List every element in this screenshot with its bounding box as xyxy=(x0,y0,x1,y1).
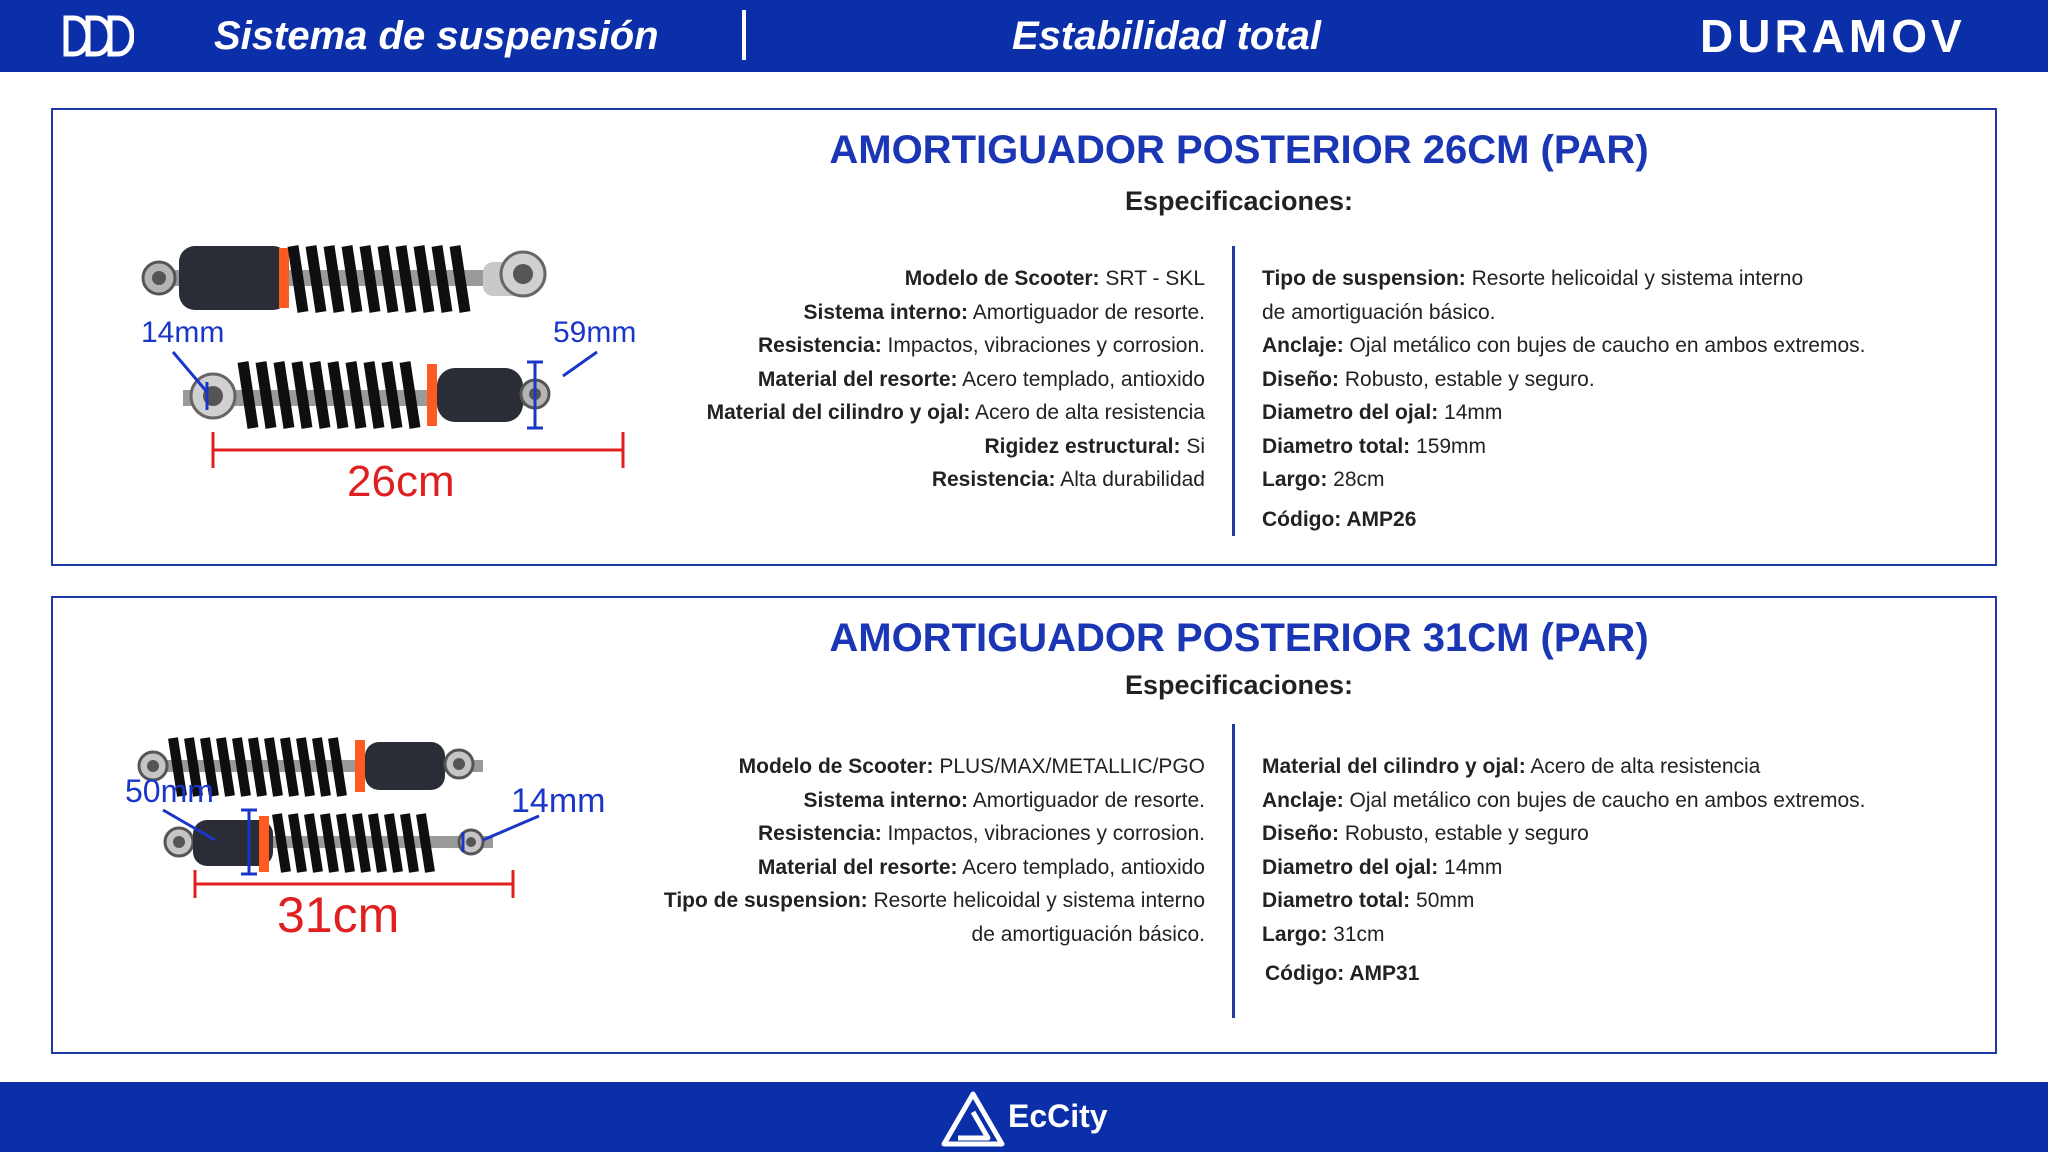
spec-value: Robusto, estable y seguro. xyxy=(1339,367,1595,391)
spec-list-right xyxy=(1262,750,1865,991)
length-label: 31cm xyxy=(277,887,400,943)
spec-value: Amortiguador de resorte. xyxy=(968,300,1205,324)
spec-key: Anclaje: xyxy=(1262,334,1344,357)
spec-value: 50mm xyxy=(1410,889,1475,912)
header-title: Sistema de suspensión xyxy=(214,14,659,58)
shock-absorber-top xyxy=(143,246,545,312)
spec-value: 14mm xyxy=(1438,855,1503,879)
spec-key: Anclaje: xyxy=(1262,788,1344,812)
length-label: 26cm xyxy=(347,457,455,506)
spec-row xyxy=(707,463,1205,497)
spec-row xyxy=(1262,851,1865,885)
spec-key: Material del resorte: xyxy=(757,855,958,879)
spec-value: Resorte helicoidal y sistema interno xyxy=(1465,267,1804,290)
spec-row xyxy=(1262,884,1865,918)
spec-key: Diseño: xyxy=(1262,822,1340,845)
spec-key: Material del cilindro y ojal: xyxy=(1262,755,1526,778)
spec-key: Material del resorte: xyxy=(757,367,958,391)
shock-absorber-bottom xyxy=(165,814,493,872)
spec-value: Si xyxy=(1180,434,1205,458)
spec-value: Resorte helicoidal y sistema interno xyxy=(867,889,1205,912)
spec-value: 31cm xyxy=(1327,922,1385,946)
dimension-label-left: 14mm xyxy=(141,316,225,349)
spec-row xyxy=(664,918,1205,952)
spec-key: Diametro del ojal: xyxy=(1262,855,1439,879)
eccity-logo-icon xyxy=(940,1090,1006,1148)
spec-value: Robusto, estable y seguro xyxy=(1339,822,1589,845)
column-divider xyxy=(1232,724,1235,1018)
spec-value: SRT - SKL xyxy=(1099,267,1205,290)
spec-value: 28cm xyxy=(1327,468,1385,491)
product-title: AMORTIGUADOR POSTERIOR 31CM (PAR) xyxy=(829,616,1649,660)
spec-key: Diseño: xyxy=(1262,367,1340,391)
product-code: Código: AMP26 xyxy=(1262,507,1417,531)
spec-row xyxy=(1262,918,1865,952)
column-divider xyxy=(1232,246,1235,536)
spec-value: de amortiguación básico. xyxy=(971,922,1205,946)
header-tagline: Estabilidad total xyxy=(1012,14,1321,58)
specs-heading: Especificaciones: xyxy=(1124,186,1354,216)
spec-value: Acero templado, antioxido xyxy=(957,367,1205,391)
spec-row xyxy=(664,851,1205,885)
dimension-label-right: 14mm xyxy=(511,782,606,820)
ddd-logo-icon xyxy=(62,14,134,58)
spec-row xyxy=(707,363,1205,397)
spec-key: Resistencia: xyxy=(757,822,882,845)
spec-key: Modelo de Scooter: xyxy=(904,267,1100,290)
spec-row xyxy=(664,750,1205,784)
specs-heading: Especificaciones: xyxy=(1124,670,1354,700)
spec-key: Tipo de suspension: xyxy=(663,889,868,912)
spec-value: Acero de alta resistencia xyxy=(1525,755,1761,778)
product-card-31cm xyxy=(51,596,1997,1054)
spec-row xyxy=(664,817,1205,851)
spec-row xyxy=(1262,750,1865,784)
spec-row xyxy=(707,329,1205,363)
spec-key: Tipo de suspension: xyxy=(1262,267,1466,290)
spec-value: 14mm xyxy=(1438,401,1503,424)
product-card-26cm xyxy=(51,108,1997,566)
spec-list-left xyxy=(707,262,1205,497)
spec-row xyxy=(1262,329,1865,363)
spec-key: Rigidez estructural: xyxy=(984,434,1181,458)
spec-key: Largo: xyxy=(1262,468,1328,491)
spec-key: Largo: xyxy=(1262,922,1328,946)
spec-row xyxy=(664,784,1205,818)
spec-key: Sistema interno: xyxy=(803,788,969,812)
brand-logo: DURAMOV xyxy=(1700,10,1966,62)
spec-row xyxy=(1262,296,1865,330)
spec-row xyxy=(1262,430,1865,464)
spec-row xyxy=(1262,784,1865,818)
spec-value: Amortiguador de resorte. xyxy=(968,788,1205,812)
spec-value: Ojal metálico con bujes de caucho en ambos extremos. xyxy=(1343,788,1866,812)
spec-value: de amortiguación básico. xyxy=(1262,300,1496,324)
spec-row xyxy=(707,430,1205,464)
spec-key: Diametro del ojal: xyxy=(1262,401,1439,424)
shock-absorber-image-31cm xyxy=(63,698,643,978)
spec-row xyxy=(1262,363,1865,397)
spec-row xyxy=(1262,817,1865,851)
footer-bar xyxy=(0,1082,2048,1152)
spec-key: Diametro total: xyxy=(1262,434,1411,458)
spec-key: Material del cilindro y ojal: xyxy=(706,401,971,424)
header-bar xyxy=(0,0,2048,72)
spec-key: Sistema interno: xyxy=(803,300,969,324)
spec-row xyxy=(707,396,1205,430)
spec-row xyxy=(1262,396,1865,430)
product-title: AMORTIGUADOR POSTERIOR 26CM (PAR) xyxy=(829,128,1649,172)
spec-value: 159mm xyxy=(1410,434,1487,458)
spec-value: PLUS/MAX/METALLIC/PGO xyxy=(933,755,1205,778)
spec-value: Impactos, vibraciones y corrosion. xyxy=(881,822,1205,845)
spec-list-right xyxy=(1262,262,1865,536)
spec-value: Acero templado, antioxido xyxy=(957,855,1205,879)
spec-row xyxy=(1262,262,1865,296)
spec-key: Modelo de Scooter: xyxy=(738,755,934,778)
spec-value: Acero de alta resistencia xyxy=(970,401,1205,424)
dimension-label-right: 59mm xyxy=(553,316,637,349)
spec-row xyxy=(664,884,1205,918)
spec-row xyxy=(707,296,1205,330)
spec-row xyxy=(1262,463,1865,497)
spec-value: Impactos, vibraciones y corrosion. xyxy=(881,334,1205,357)
spec-value: Ojal metálico con bujes de caucho en ambos extremos. xyxy=(1343,334,1866,357)
spec-row xyxy=(707,262,1205,296)
product-code: Código: AMP31 xyxy=(1265,962,1420,985)
spec-key: Resistencia: xyxy=(757,334,882,357)
header-divider xyxy=(742,10,746,60)
shock-absorber-image-26cm xyxy=(83,210,663,510)
shock-absorber-bottom xyxy=(183,362,549,428)
footer-brand: EcCity xyxy=(1008,1098,1108,1134)
dimension-label-left: 50mm xyxy=(125,773,214,809)
spec-key: Diametro total: xyxy=(1262,889,1411,912)
spec-key: Resistencia: xyxy=(931,468,1056,491)
spec-value: Alta durabilidad xyxy=(1055,468,1205,491)
spec-list-left xyxy=(664,750,1205,951)
